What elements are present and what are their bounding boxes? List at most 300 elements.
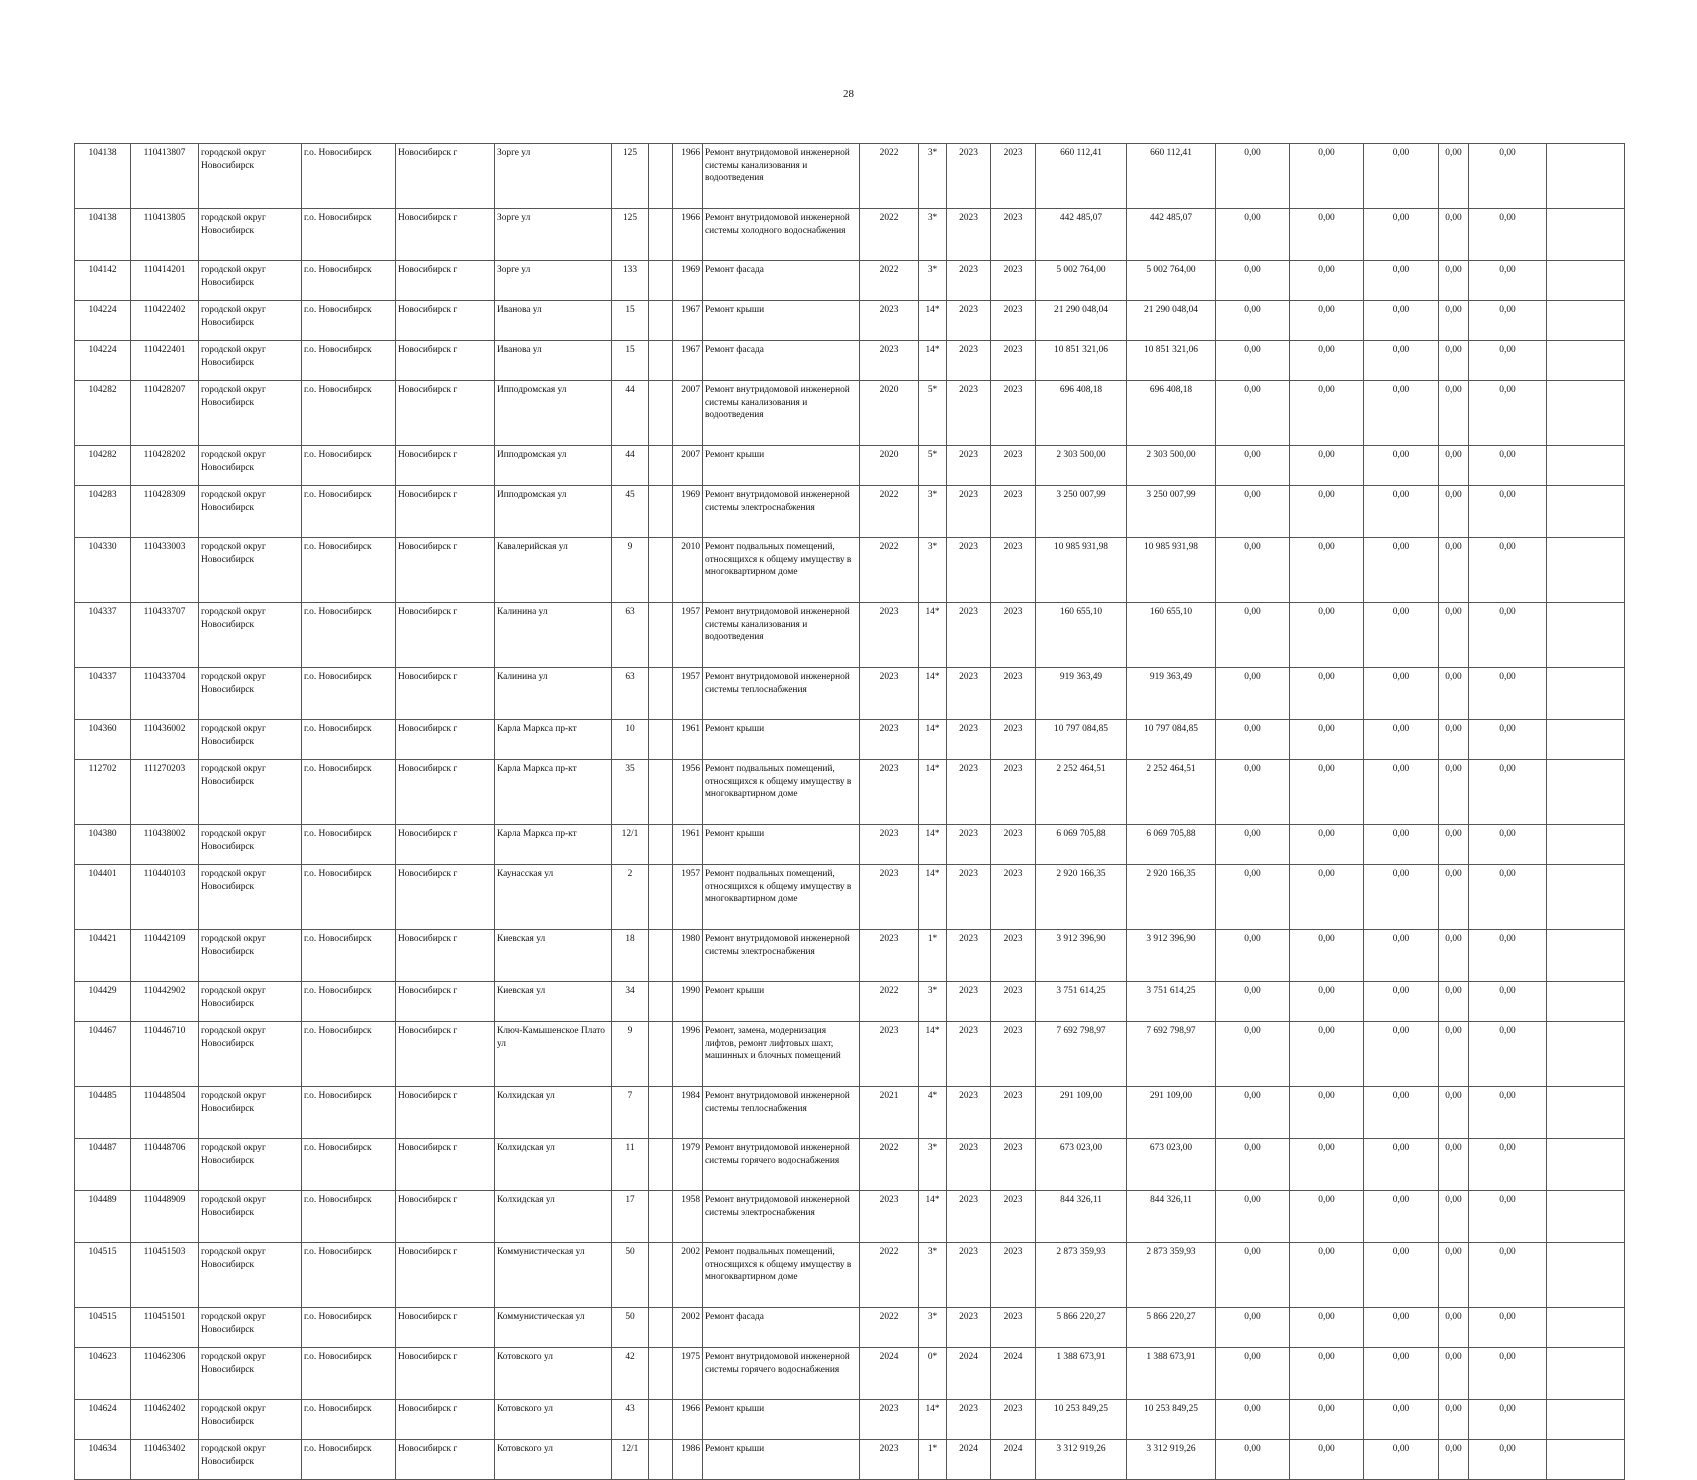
- cell-v5: 0,00: [1469, 486, 1547, 538]
- cell-end: 2023: [991, 982, 1036, 1022]
- cell-note: 0*: [919, 1348, 947, 1400]
- cell-end: 2023: [991, 720, 1036, 760]
- cell-v3: 0,00: [1364, 760, 1439, 825]
- cell-settlement: Новосибирск г: [396, 1348, 495, 1400]
- cell-v5: 0,00: [1469, 381, 1547, 446]
- cell-v3: 0,00: [1364, 486, 1439, 538]
- cell-code: 110413805: [131, 209, 199, 261]
- cell-plan-year: 2023: [860, 865, 919, 930]
- cell-note: 1*: [919, 930, 947, 982]
- cell-street: Карла Маркса пр-кт: [495, 825, 612, 865]
- cell-district: г.о. Новосибирск: [302, 486, 396, 538]
- cell-sum1: 2 920 166,35: [1127, 865, 1216, 930]
- cell-v2: 0,00: [1290, 1139, 1364, 1191]
- cell-municipality: городской округ Новосибирск: [199, 538, 302, 603]
- table-row: [75, 982, 1625, 1022]
- cell-sum1: 10 851 321,06: [1127, 341, 1216, 381]
- cell-note: 3*: [919, 144, 947, 209]
- cell-street: Котовского ул: [495, 1348, 612, 1400]
- cell-municipality: городской округ Новосибирск: [199, 301, 302, 341]
- cell-municipality: городской округ Новосибирск: [199, 1087, 302, 1139]
- cell-extra: [1547, 668, 1625, 720]
- cell-settlement: Новосибирск г: [396, 1440, 495, 1480]
- cell-start: 2023: [947, 1243, 991, 1308]
- cell-street: Карла Маркса пр-кт: [495, 720, 612, 760]
- cell-municipality: городской округ Новосибирск: [199, 341, 302, 381]
- table-row: [75, 144, 1625, 209]
- cell-start: 2023: [947, 825, 991, 865]
- cell-end: 2023: [991, 603, 1036, 668]
- cell-settlement: Новосибирск г: [396, 760, 495, 825]
- cell-v5: 0,00: [1469, 1022, 1547, 1087]
- cell-v2: 0,00: [1290, 1243, 1364, 1308]
- cell-id: 112702: [75, 760, 131, 825]
- cell-v2: 0,00: [1290, 209, 1364, 261]
- cell-extra: [1547, 261, 1625, 301]
- cell-v2: 0,00: [1290, 825, 1364, 865]
- cell-settlement: Новосибирск г: [396, 209, 495, 261]
- cell-v1: 0,00: [1216, 1022, 1290, 1087]
- cell-extra: [1547, 1139, 1625, 1191]
- cell-v3: 0,00: [1364, 209, 1439, 261]
- table-row: [75, 720, 1625, 760]
- cell-settlement: Новосибирск г: [396, 1243, 495, 1308]
- cell-id: 104138: [75, 209, 131, 261]
- table-body: [75, 144, 1625, 1480]
- cell-street: Киевская ул: [495, 930, 612, 982]
- cell-district: г.о. Новосибирск: [302, 381, 396, 446]
- cell-end: 2023: [991, 538, 1036, 603]
- cell-total: 3 312 919,26: [1036, 1440, 1127, 1480]
- cell-code: 110442902: [131, 982, 199, 1022]
- cell-end: 2023: [991, 261, 1036, 301]
- cell-municipality: городской округ Новосибирск: [199, 865, 302, 930]
- cell-building: [649, 1139, 673, 1191]
- cell-building: [649, 301, 673, 341]
- table-row: [75, 209, 1625, 261]
- cell-year: 1966: [673, 1400, 703, 1440]
- cell-municipality: городской округ Новосибирск: [199, 825, 302, 865]
- cell-municipality: городской округ Новосибирск: [199, 209, 302, 261]
- cell-total: 660 112,41: [1036, 144, 1127, 209]
- cell-extra: [1547, 865, 1625, 930]
- cell-district: г.о. Новосибирск: [302, 144, 396, 209]
- cell-total: 2 303 500,00: [1036, 446, 1127, 486]
- cell-building: [649, 144, 673, 209]
- cell-building: [649, 1440, 673, 1480]
- cell-v1: 0,00: [1216, 486, 1290, 538]
- cell-year: 1966: [673, 209, 703, 261]
- cell-v1: 0,00: [1216, 1191, 1290, 1243]
- cell-settlement: Новосибирск г: [396, 486, 495, 538]
- cell-note: 3*: [919, 1308, 947, 1348]
- cell-district: г.о. Новосибирск: [302, 668, 396, 720]
- cell-building: [649, 982, 673, 1022]
- cell-id: 104380: [75, 825, 131, 865]
- cell-year: 1984: [673, 1087, 703, 1139]
- cell-year: 1980: [673, 930, 703, 982]
- cell-plan-year: 2022: [860, 538, 919, 603]
- cell-v4: 0,00: [1439, 1022, 1469, 1087]
- table-row: [75, 1400, 1625, 1440]
- cell-code: 110462306: [131, 1348, 199, 1400]
- cell-street: Каунасская ул: [495, 865, 612, 930]
- cell-start: 2023: [947, 341, 991, 381]
- capital-repair-table: [74, 143, 1625, 1480]
- cell-v1: 0,00: [1216, 1308, 1290, 1348]
- cell-v3: 0,00: [1364, 1022, 1439, 1087]
- cell-plan-year: 2023: [860, 1400, 919, 1440]
- table-row: [75, 825, 1625, 865]
- cell-v3: 0,00: [1364, 381, 1439, 446]
- cell-v1: 0,00: [1216, 1139, 1290, 1191]
- cell-sum1: 3 912 396,90: [1127, 930, 1216, 982]
- cell-district: г.о. Новосибирск: [302, 760, 396, 825]
- cell-year: 1957: [673, 603, 703, 668]
- cell-start: 2023: [947, 760, 991, 825]
- cell-plan-year: 2023: [860, 720, 919, 760]
- cell-id: 104634: [75, 1440, 131, 1480]
- cell-district: г.о. Новосибирск: [302, 1348, 396, 1400]
- cell-start: 2023: [947, 538, 991, 603]
- cell-plan-year: 2023: [860, 668, 919, 720]
- table-row: [75, 1348, 1625, 1400]
- cell-year: 1961: [673, 720, 703, 760]
- table-row: [75, 301, 1625, 341]
- cell-v2: 0,00: [1290, 301, 1364, 341]
- cell-year: 1969: [673, 261, 703, 301]
- cell-plan-year: 2023: [860, 1022, 919, 1087]
- cell-v2: 0,00: [1290, 486, 1364, 538]
- cell-total: 1 388 673,91: [1036, 1348, 1127, 1400]
- cell-v1: 0,00: [1216, 603, 1290, 668]
- cell-end: 2023: [991, 1022, 1036, 1087]
- cell-district: г.о. Новосибирск: [302, 603, 396, 668]
- cell-work: Ремонт крыши: [703, 720, 860, 760]
- cell-district: г.о. Новосибирск: [302, 720, 396, 760]
- cell-sum1: 442 485,07: [1127, 209, 1216, 261]
- cell-v4: 0,00: [1439, 760, 1469, 825]
- cell-v4: 0,00: [1439, 1440, 1469, 1480]
- cell-building: [649, 760, 673, 825]
- cell-settlement: Новосибирск г: [396, 603, 495, 668]
- table-row: [75, 341, 1625, 381]
- cell-total: 442 485,07: [1036, 209, 1127, 261]
- table-row: [75, 1243, 1625, 1308]
- cell-street: Котовского ул: [495, 1400, 612, 1440]
- table-row: [75, 760, 1625, 825]
- cell-id: 104624: [75, 1400, 131, 1440]
- cell-building: [649, 341, 673, 381]
- cell-id: 104282: [75, 381, 131, 446]
- cell-v4: 0,00: [1439, 982, 1469, 1022]
- cell-note: 3*: [919, 209, 947, 261]
- cell-end: 2023: [991, 930, 1036, 982]
- cell-v5: 0,00: [1469, 1087, 1547, 1139]
- table-row: [75, 865, 1625, 930]
- cell-note: 14*: [919, 825, 947, 865]
- cell-start: 2023: [947, 930, 991, 982]
- cell-v1: 0,00: [1216, 1243, 1290, 1308]
- cell-district: г.о. Новосибирск: [302, 930, 396, 982]
- cell-street: Кавалерийская ул: [495, 538, 612, 603]
- cell-plan-year: 2022: [860, 1139, 919, 1191]
- cell-v1: 0,00: [1216, 538, 1290, 603]
- cell-sum1: 673 023,00: [1127, 1139, 1216, 1191]
- cell-street: Ипподромская ул: [495, 446, 612, 486]
- cell-end: 2023: [991, 209, 1036, 261]
- cell-v5: 0,00: [1469, 668, 1547, 720]
- cell-settlement: Новосибирск г: [396, 381, 495, 446]
- cell-district: г.о. Новосибирск: [302, 446, 396, 486]
- cell-extra: [1547, 301, 1625, 341]
- cell-settlement: Новосибирск г: [396, 982, 495, 1022]
- cell-extra: [1547, 446, 1625, 486]
- cell-code: 110440103: [131, 865, 199, 930]
- cell-house: 11: [612, 1139, 649, 1191]
- cell-v3: 0,00: [1364, 720, 1439, 760]
- cell-year: 2007: [673, 381, 703, 446]
- cell-sum1: 291 109,00: [1127, 1087, 1216, 1139]
- cell-code: 110442109: [131, 930, 199, 982]
- cell-district: г.о. Новосибирск: [302, 1191, 396, 1243]
- cell-code: 110413807: [131, 144, 199, 209]
- cell-code: 110436002: [131, 720, 199, 760]
- cell-v2: 0,00: [1290, 381, 1364, 446]
- cell-settlement: Новосибирск г: [396, 1191, 495, 1243]
- cell-total: 673 023,00: [1036, 1139, 1127, 1191]
- cell-extra: [1547, 1087, 1625, 1139]
- cell-end: 2023: [991, 486, 1036, 538]
- cell-work: Ремонт подвальных помещений, относящихся к общему имуществу в многоквартирном доме: [703, 865, 860, 930]
- cell-district: г.о. Новосибирск: [302, 1440, 396, 1480]
- cell-work: Ремонт внутридомовой инженерной системы электроснабжения: [703, 930, 860, 982]
- cell-v5: 0,00: [1469, 720, 1547, 760]
- cell-v3: 0,00: [1364, 865, 1439, 930]
- cell-municipality: городской округ Новосибирск: [199, 1022, 302, 1087]
- cell-total: 10 797 084,85: [1036, 720, 1127, 760]
- cell-total: 5 002 764,00: [1036, 261, 1127, 301]
- cell-code: 110433003: [131, 538, 199, 603]
- cell-v5: 0,00: [1469, 301, 1547, 341]
- cell-end: 2023: [991, 144, 1036, 209]
- cell-id: 104360: [75, 720, 131, 760]
- cell-id: 104623: [75, 1348, 131, 1400]
- cell-v5: 0,00: [1469, 865, 1547, 930]
- cell-total: 2 873 359,93: [1036, 1243, 1127, 1308]
- cell-v4: 0,00: [1439, 486, 1469, 538]
- cell-start: 2023: [947, 865, 991, 930]
- cell-start: 2024: [947, 1348, 991, 1400]
- cell-total: 21 290 048,04: [1036, 301, 1127, 341]
- cell-settlement: Новосибирск г: [396, 301, 495, 341]
- cell-work: Ремонт подвальных помещений, относящихся к общему имуществу в многоквартирном доме: [703, 760, 860, 825]
- cell-total: 5 866 220,27: [1036, 1308, 1127, 1348]
- cell-extra: [1547, 486, 1625, 538]
- cell-start: 2023: [947, 1191, 991, 1243]
- cell-start: 2023: [947, 1087, 991, 1139]
- cell-end: 2023: [991, 1243, 1036, 1308]
- cell-plan-year: 2023: [860, 301, 919, 341]
- cell-v2: 0,00: [1290, 603, 1364, 668]
- cell-work: Ремонт внутридомовой инженерной системы теплоснабжения: [703, 668, 860, 720]
- cell-v4: 0,00: [1439, 381, 1469, 446]
- cell-extra: [1547, 538, 1625, 603]
- cell-plan-year: 2023: [860, 603, 919, 668]
- cell-id: 104401: [75, 865, 131, 930]
- cell-plan-year: 2023: [860, 930, 919, 982]
- cell-v3: 0,00: [1364, 1139, 1439, 1191]
- cell-street: Ипподромская ул: [495, 486, 612, 538]
- cell-v4: 0,00: [1439, 1243, 1469, 1308]
- cell-house: 125: [612, 209, 649, 261]
- cell-v5: 0,00: [1469, 446, 1547, 486]
- cell-year: 2002: [673, 1308, 703, 1348]
- cell-end: 2023: [991, 381, 1036, 446]
- cell-v3: 0,00: [1364, 982, 1439, 1022]
- table-row: [75, 1191, 1625, 1243]
- cell-street: Зорге ул: [495, 261, 612, 301]
- cell-settlement: Новосибирск г: [396, 1022, 495, 1087]
- cell-house: 44: [612, 381, 649, 446]
- cell-v5: 0,00: [1469, 1400, 1547, 1440]
- cell-v1: 0,00: [1216, 1087, 1290, 1139]
- cell-building: [649, 486, 673, 538]
- cell-district: г.о. Новосибирск: [302, 1087, 396, 1139]
- cell-v4: 0,00: [1439, 865, 1469, 930]
- cell-id: 104487: [75, 1139, 131, 1191]
- cell-end: 2023: [991, 1139, 1036, 1191]
- cell-municipality: городской округ Новосибирск: [199, 1400, 302, 1440]
- cell-v5: 0,00: [1469, 341, 1547, 381]
- cell-start: 2023: [947, 668, 991, 720]
- cell-sum1: 2 303 500,00: [1127, 446, 1216, 486]
- cell-v2: 0,00: [1290, 144, 1364, 209]
- cell-street: Зорге ул: [495, 209, 612, 261]
- cell-street: Котовского ул: [495, 1440, 612, 1480]
- cell-district: г.о. Новосибирск: [302, 1243, 396, 1308]
- cell-v2: 0,00: [1290, 341, 1364, 381]
- cell-v4: 0,00: [1439, 261, 1469, 301]
- cell-code: 110428309: [131, 486, 199, 538]
- cell-house: 63: [612, 603, 649, 668]
- cell-sum1: 10 985 931,98: [1127, 538, 1216, 603]
- cell-plan-year: 2021: [860, 1087, 919, 1139]
- cell-v2: 0,00: [1290, 261, 1364, 301]
- cell-plan-year: 2022: [860, 1308, 919, 1348]
- cell-note: 14*: [919, 301, 947, 341]
- cell-code: 110433707: [131, 603, 199, 668]
- cell-v2: 0,00: [1290, 1191, 1364, 1243]
- cell-v3: 0,00: [1364, 1308, 1439, 1348]
- cell-year: 1961: [673, 825, 703, 865]
- cell-v1: 0,00: [1216, 1348, 1290, 1400]
- cell-building: [649, 1308, 673, 1348]
- cell-v1: 0,00: [1216, 825, 1290, 865]
- cell-year: 1979: [673, 1139, 703, 1191]
- cell-building: [649, 930, 673, 982]
- cell-end: 2023: [991, 341, 1036, 381]
- cell-extra: [1547, 381, 1625, 446]
- cell-v2: 0,00: [1290, 930, 1364, 982]
- cell-settlement: Новосибирск г: [396, 144, 495, 209]
- cell-sum1: 3 312 919,26: [1127, 1440, 1216, 1480]
- cell-id: 104330: [75, 538, 131, 603]
- cell-total: 696 408,18: [1036, 381, 1127, 446]
- cell-start: 2023: [947, 720, 991, 760]
- cell-house: 44: [612, 446, 649, 486]
- cell-code: 110428207: [131, 381, 199, 446]
- cell-code: 110438002: [131, 825, 199, 865]
- cell-house: 35: [612, 760, 649, 825]
- cell-municipality: городской округ Новосибирск: [199, 144, 302, 209]
- cell-code: 110446710: [131, 1022, 199, 1087]
- cell-street: Колхидская ул: [495, 1139, 612, 1191]
- cell-street: Калинина ул: [495, 603, 612, 668]
- cell-code: 110414201: [131, 261, 199, 301]
- cell-municipality: городской округ Новосибирск: [199, 720, 302, 760]
- cell-sum1: 3 751 614,25: [1127, 982, 1216, 1022]
- cell-work: Ремонт крыши: [703, 1440, 860, 1480]
- cell-house: 18: [612, 930, 649, 982]
- cell-work: Ремонт внутридомовой инженерной системы холодного водоснабжения: [703, 209, 860, 261]
- cell-v3: 0,00: [1364, 261, 1439, 301]
- cell-year: 1967: [673, 341, 703, 381]
- cell-total: 3 912 396,90: [1036, 930, 1127, 982]
- cell-v1: 0,00: [1216, 301, 1290, 341]
- cell-settlement: Новосибирск г: [396, 865, 495, 930]
- cell-end: 2024: [991, 1440, 1036, 1480]
- cell-note: 3*: [919, 261, 947, 301]
- table-row: [75, 486, 1625, 538]
- cell-district: г.о. Новосибирск: [302, 209, 396, 261]
- cell-municipality: городской округ Новосибирск: [199, 486, 302, 538]
- cell-settlement: Новосибирск г: [396, 668, 495, 720]
- cell-work: Ремонт фасада: [703, 341, 860, 381]
- cell-district: г.о. Новосибирск: [302, 1400, 396, 1440]
- cell-municipality: городской округ Новосибирск: [199, 982, 302, 1022]
- cell-v2: 0,00: [1290, 1308, 1364, 1348]
- cell-v2: 0,00: [1290, 1022, 1364, 1087]
- cell-start: 2023: [947, 144, 991, 209]
- table-row: [75, 1440, 1625, 1480]
- cell-end: 2024: [991, 1348, 1036, 1400]
- cell-municipality: городской округ Новосибирск: [199, 603, 302, 668]
- cell-house: 15: [612, 341, 649, 381]
- cell-note: 1*: [919, 1440, 947, 1480]
- cell-note: 14*: [919, 1191, 947, 1243]
- cell-v1: 0,00: [1216, 1400, 1290, 1440]
- cell-v3: 0,00: [1364, 144, 1439, 209]
- cell-house: 9: [612, 538, 649, 603]
- cell-house: 10: [612, 720, 649, 760]
- cell-v2: 0,00: [1290, 1400, 1364, 1440]
- cell-work: Ремонт внутридомовой инженерной системы горячего водоснабжения: [703, 1348, 860, 1400]
- table-row: [75, 446, 1625, 486]
- cell-work: Ремонт, замена, модернизация лифтов, ремонт лифтовых шахт, машинных и блочных помещений: [703, 1022, 860, 1087]
- cell-extra: [1547, 1400, 1625, 1440]
- cell-work: Ремонт крыши: [703, 982, 860, 1022]
- cell-work: Ремонт внутридомовой инженерной системы канализования и водоотведения: [703, 603, 860, 668]
- cell-municipality: городской округ Новосибирск: [199, 1348, 302, 1400]
- cell-work: Ремонт крыши: [703, 301, 860, 341]
- cell-district: г.о. Новосибирск: [302, 1139, 396, 1191]
- cell-note: 14*: [919, 603, 947, 668]
- cell-sum1: 1 388 673,91: [1127, 1348, 1216, 1400]
- cell-start: 2023: [947, 381, 991, 446]
- cell-note: 14*: [919, 668, 947, 720]
- cell-code: 110433704: [131, 668, 199, 720]
